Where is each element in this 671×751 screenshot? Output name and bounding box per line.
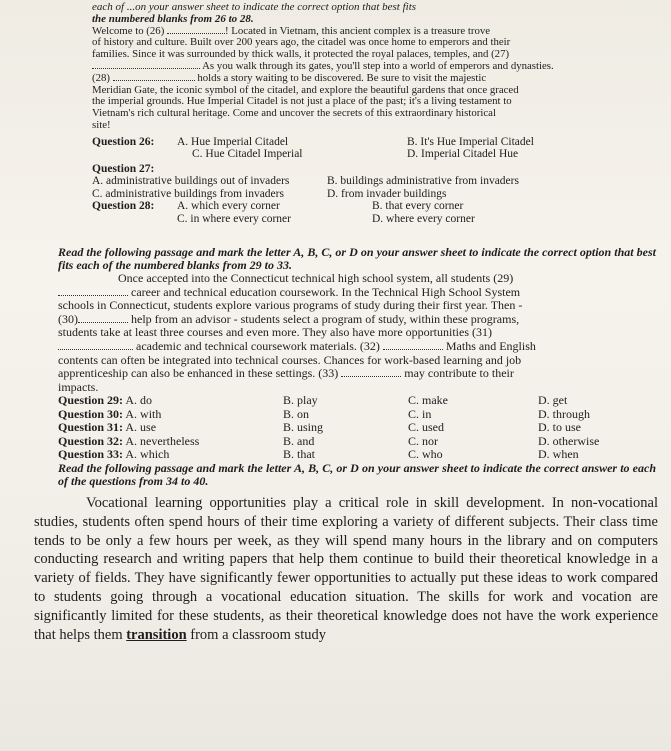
passage-vocational: Vocational learning opportunities play a critical role in skill development. In non-vocational studies, students often spend hours of their time exploring a variety of different subjects. Their class time tends to be only a few hours per week, as they will spend many hours in the library and on computers conducting research and writing papers that help them continue to build their theoretical knowledge in a variety of fields. They have significantly fewer opportunities to actually put these ideas to work compared to students going through a vocational education situation. The skills for work and vocation are significantly limited for these students, as their theoretical knowledge does not have the work experience that helps them transition from a classroom study (34, 495, 658, 643)
blank-33 (341, 376, 401, 377)
question-26: Question 26: A. Hue Imperial Citadel B. It's Hue Imperial Citadel C. Hue Citadel Imperial D. Imperial Citadel Hue (92, 135, 534, 161)
passage-hue-citadel: Welcome to (26) ! Located in Vietnam, this ancient complex is a treasure trove of history and culture. Built over 200 years ago, the citadel was once home to emperors and their families. Since it was surrounded by thick walls, it protected the royal palaces, temples, and (27) As you walk through its gates, you'll step into a world of emperors and dynasties. (28) holds a story waiting to be discovered. Be sure to visit the majestic Meridian Gate, the iconic symbol of the citadel, and explore the beautiful gardens that once graced the imperial grounds. Hue Imperial Citadel is not just a place of the past; it's a living testament to Vietnam's rich cultural heritage. Come and uncover the secrets of this extraordinary historical site! (92, 24, 554, 131)
blank-30 (78, 322, 128, 323)
passage-connecticut: Once accepted into the Connecticut technical high school system, all students (29) career and technical education coursework. In the Technical High School System schools in Connecticut, students explore various programs of study during their first year. Then - (30) help from an advisor - students select a program of study, within these programs, students take at least three courses and even more. They also have more opportunities (31) academic and technical coursework materials. (32) Maths and English contents can often be integrated into technical courses. Chances for work-based learning and job apprenticeship can also be enhanced in these settings. (33) may contribute to their impacts. (58, 271, 536, 394)
section-29-33 (58, 246, 656, 488)
questions-29-33 (58, 394, 656, 462)
question-32: Question 32: A. nevertheless B. and C. nor D. otherwise (58, 433, 600, 448)
question-27: Question 27: A. administrative buildings out of invaders B. buildings administrative from invaders C. administrative buildings from invaders D. from invader buildings (92, 162, 519, 200)
question-31: Question 31: A. use B. using C. used D. to use (58, 420, 581, 435)
blank-29 (58, 295, 128, 296)
question-29: Question 29: A. do B. play C. make D. get (58, 393, 568, 408)
blank-26 (167, 33, 225, 34)
question-30: Question 30: A. with B. on C. in D. through (58, 406, 590, 421)
blank-28 (113, 80, 195, 81)
instruction-header: each of ...on your answer sheet to indicate the correct option that best fits (92, 1, 417, 13)
instruction-29-33: Read the following passage and mark the letter A, B, C, or D on your answer sheet to indicate the correct option that best fits each of the numbered blanks from 29 to 33. (58, 245, 656, 272)
blank-32 (383, 349, 443, 350)
question-33: Question 33: A. which B. that C. who D. when (58, 447, 579, 462)
blank-31 (58, 349, 133, 350)
question-28: Question 28: A. which every corner B. that every corner C. in where every corner D. where every corner (92, 200, 475, 225)
section-26-28 (92, 2, 662, 225)
underlined-word: transition (126, 626, 187, 643)
instruction-34-40: Read the following passage and mark the letter A, B, C, or D on your answer sheet to indicate the correct answer to each of the questions from 34 to 40. (58, 460, 656, 488)
instruction-subheader: the numbered blanks from 26 to 28. (92, 12, 254, 25)
blank-27 (92, 68, 200, 69)
